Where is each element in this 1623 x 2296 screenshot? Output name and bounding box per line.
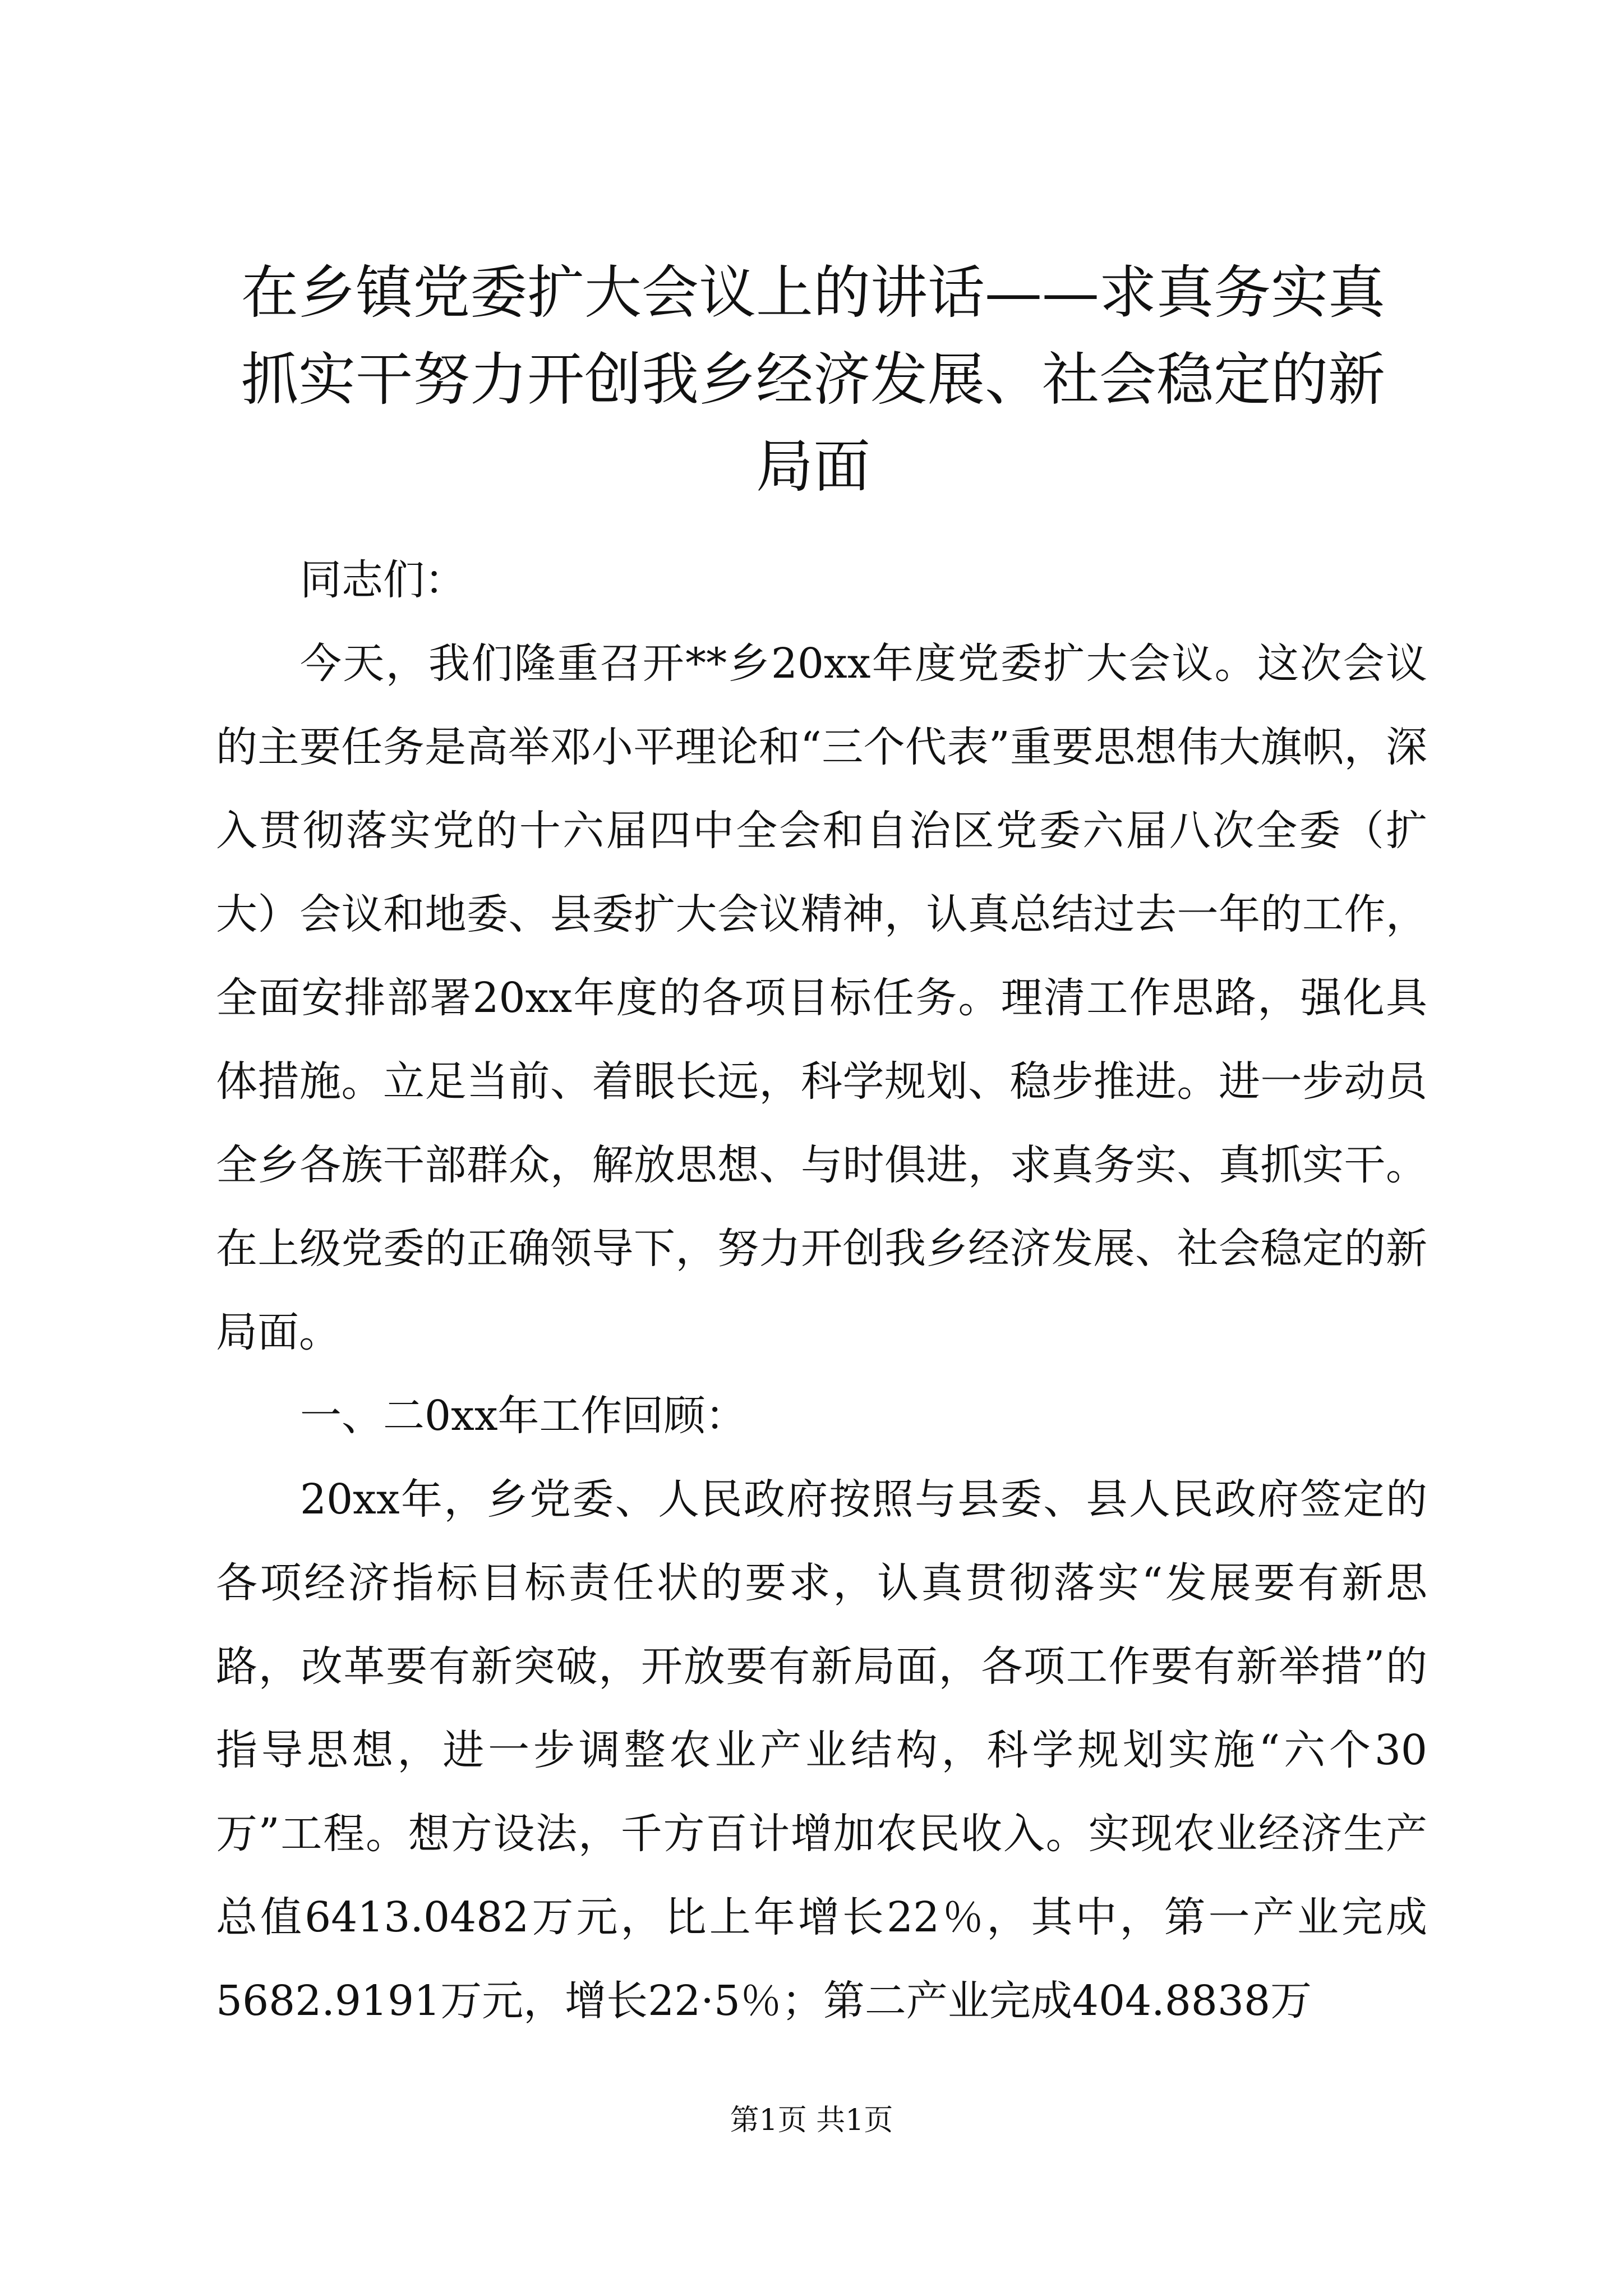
page-number-footer: 第1页 共1页 [730, 2104, 893, 2137]
document-body [216, 539, 1427, 2043]
paragraph: 今天，我们隆重召开**乡20xx年度党委扩大会议。这次会议的主要任务是高举邓小平理论和“三个代表”重要思想伟大旗帜，深入贯彻落实党的十六届四中全会和自治区党委六届八次全委（扩大）会议和地委、县委扩大会议精神，认真总结过去一年的工作，全面安排部署20xx年度的各项目标任务。理清工作思路，强化具体措施。立足当前、着眼长远，科学规划、稳步推进。进一步动员全乡各族干部群众，解放思想、与时俱进，求真务实、真抓实干。在上级党委的正确领导下，努力开创我乡经济发展、社会稳定的新局面。 [216, 639, 1427, 1356]
title-line: 局面 [756, 434, 870, 500]
document-title [202, 250, 1424, 510]
section-heading: 一、二0xx年工作回顾： [300, 1392, 747, 1440]
title-line: 抓实干努力开创我乡经济发展、社会稳定的新 [241, 347, 1385, 413]
salutation: 同志们： [300, 556, 466, 604]
paragraph: 20xx年，乡党委、人民政府按照与县委、县人民政府签定的各项经济指标目标责任状的要求，认真贯彻落实“发展要有新思路，改革要有新突破，开放要有新局面，各项工作要有新举措”的指导思想，进一步调整农业产业结构，科学规划实施“六个30万”工程。想方设法，千方百计增加农民收入。实现农业经济生产总值6413.0482万元，比上年增长22％，其中，第一产业完成5682.9191万元，增长22·5％；第二产业完成404.8838万 [216, 1475, 1427, 2025]
title-line: 在乡镇党委扩大会议上的讲话——求真务实真 [241, 260, 1385, 326]
